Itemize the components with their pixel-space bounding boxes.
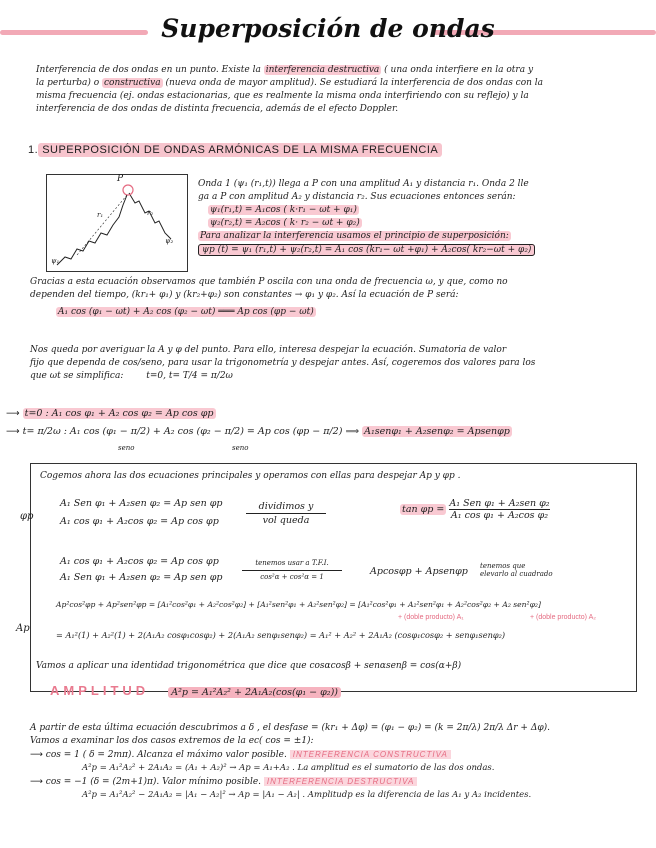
double-product-note-2: + (doble producto) A₂	[530, 614, 596, 621]
sum-squares: Apcosφp + Apsenφp	[370, 566, 468, 577]
point-p-label: P	[117, 174, 124, 184]
end-line-1: A partir de esta última ecuación descubrimos a δ , el desfase = (kr₁ + Δφ) = (φ₁ − φ₂) = (k = 2π/λ) 2π/λ Δr + Δφ).	[30, 723, 550, 733]
ap-side-label: Ap	[16, 623, 30, 634]
case-destructive: cos = −1 (δ = (2m+1)π). Valor mínimo posible.	[45, 777, 262, 787]
intro-line-4: interferencia de dos ondas de distinta frecuencia, además de el efecto Doppler.	[36, 104, 399, 114]
title-decoration-left	[0, 30, 148, 35]
tan-phi-result	[400, 498, 550, 521]
point-p-equation: A₁ cos (φ₁ − ωt) + A₂ cos (φ₂ − ωt) ═══ Ap cos (φp − ωt)	[58, 307, 314, 317]
end-line-2: Vamos a examinar los dos casos extremos de la ec( cos = ±1):	[30, 736, 314, 746]
superposition-line: Para analizar la interferencia usamos el principio de superposición:	[200, 231, 509, 241]
intro-line-1: Interferencia de dos ondas en un punto. Existe la	[36, 65, 261, 75]
box-intro: Cogemos ahora las dos ecuaciones principales y operamos con ellas para despejar Ap y φp .	[40, 471, 461, 481]
p3-line-2: fijo que dependa de cos/seno, para usar la trigonometría y despejar antes. Así, cogeremos dos valores para los	[30, 358, 536, 368]
end-section: A partir de esta última ecuación descubrimos a δ , el desfase = (kr₁ + Δφ) = (φ₁ − φ₂) = (k = 2π/λ) 2π/λ Δr + Δφ). Vamos a examinar los dos casos extremos de la ec( cos = ±1): ⟶ cos = 1 ( δ = 2mπ). Alcanza el máximo valor posible. INTERFERENCIA CONSTRUCTIVA A²p = A₁²A₂² + 2A₁A₂ = (A₁ + A₂)² → Ap = A₁+A₂ . La amplitud es el sumatorio de las dos ondas. ⟶ cos = −1 (δ = (2m+1)π). Valor mínimo posible. INTERFERENCIA DESTRUCTIVA A²p = A₁²A₂² − 2A₁A₂ = |A₁ − A₂|² → Ap = |A₁ − A₂| . Amplitudp es la diferencia de las A₁ y A₂ incidentes.	[30, 722, 650, 802]
identity-note-2: cos²α + cos²α = 1	[242, 570, 342, 584]
psi2-label: ψ₂	[165, 237, 174, 245]
intro-line-1b: ( una onda interfiere en la otra y	[384, 65, 534, 75]
wave-2-equation: ψ₂(r₂,t) = A₂cos ( k· r₂ − ωt + φ₂)	[210, 218, 360, 228]
eq-sin-phi: A₁ Sen φ₁ + A₂sen φ₂ = Ap sen φp	[60, 498, 223, 509]
square-note-2: elevarlo al cuadrado	[480, 570, 553, 578]
tan-phi-numerator: A₁ Sen φ₁ + A₂sen φ₂	[449, 498, 550, 509]
intro-line-2b: (nueva onda de mayor amplitud). Se estudiará la interferencia de dos ondas con la	[165, 78, 544, 88]
psi1-label: ψ₁	[51, 257, 60, 265]
divide-note-1: dividimos y	[258, 501, 314, 512]
waves-description	[198, 178, 628, 257]
time-values: t=0, t= T/4 = π/2ω	[146, 371, 233, 381]
superposition-equation: ψp (t) = ψ₁ (r₁,t) + ψ₂(r₂,t) = A₁ cos (kr₁− ωt +φ₁) + A₂cos( kr₂−ωt + φ₂)	[198, 244, 535, 256]
r1-label: r₁	[97, 211, 104, 219]
destructive-result: A²p = A₁²A₂² − 2A₁A₂ = |A₁ − A₂|² → Ap = |A₁ − A₂| . Amplitudp es la diferencia de las A₁ y A₂ incidentes.	[82, 790, 532, 800]
double-product-note-1: + (doble producto) A₁	[398, 614, 464, 621]
case-tquarter-result: A₁senφ₁ + A₂senφ₂ = Apsenφp	[364, 426, 510, 437]
eq-cos-phi: A₁ cos φ₁ + A₂cos φ₂ = Ap cos φp	[60, 516, 219, 527]
simplified-squares: = A₁²(1) + A₂²(1) + 2(A₁A₂ cosφ₁cosφ₂) + 2(A₁A₂ senφ₁senφ₂) = A₁² + A₂² + 2A₁A₂ (cosφ₁cosφ₂ + senφ₁senφ₂)	[56, 630, 506, 640]
trig-identity-line: Vamos a aplicar una identidad trigonométrica que dice que cosαcosβ + senαsenβ = cos(α+β)	[36, 661, 462, 671]
identity-note	[242, 557, 342, 584]
highlight-constructiva: constructiva	[104, 78, 161, 88]
case-tquarter-equation: t= π/2ω : A₁ cos (φ₁ − π/2) + A₂ cos (φ₂ − π/2) = Ap cos (φp − π/2)	[22, 426, 343, 437]
intro-line-2: la perturba) o	[36, 78, 100, 88]
section-heading	[28, 144, 442, 156]
tan-phi-denominator: A₁ cos φ₁ + A₂cos φ₂	[450, 510, 549, 521]
amplitude-row	[50, 680, 341, 699]
waves-line-1: Onda 1 (ψ₁ (r₁,t)) llega a P con una amplitud A₁ y distancia r₁. Onda 2 lle	[198, 179, 529, 189]
case-tquarter: ⟶ t= π/2ω : A₁ cos (φ₁ − π/2) + A₂ cos (φ₂ − π/2) = Ap cos (φp − π/2) ⟹ A₁senφ₁ + A₂senφ₂ = Apsenφp	[6, 426, 510, 437]
page-title: Superposición de ondas	[161, 14, 495, 43]
eq-cos-ap: A₁ cos φ₁ + A₂cos φ₂ = Ap cos φp	[60, 556, 219, 567]
square-note-1: tenemos que	[480, 562, 526, 570]
r2-label: r₂	[147, 209, 154, 217]
section-label: SUPERPOSICIÓN DE ONDAS ARMÓNICAS DE LA MISMA FRECUENCIA	[38, 143, 442, 157]
waves-line-2: ga a P con amplitud A₂ y distancia r₂. Sus ecuaciones entonces serán:	[198, 192, 516, 202]
phi-side-label: φp	[20, 511, 34, 522]
p3-line-1: Nos queda por averiguar la A y φ del punto. Para ello, interesa despejar la ecuación. Sumatoria de valor	[30, 345, 507, 355]
p2-line-1: Gracias a esta ecuación observamos que también P oscila con una onda de frecuencia ω, y que, como no	[30, 277, 508, 287]
constructive-result: A²p = A₁²A₂² + 2A₁A₂ = (A₁ + A₂)² → Ap = A₁+A₂ . La amplitud es el sumatorio de las dos ondas.	[82, 763, 495, 773]
seno-note-2: seno	[232, 444, 249, 452]
intro-line-3: misma frecuencia (ej. ondas estacionarias, que es realmente la misma onda interfiriendo con su reflejo) y la	[36, 91, 529, 101]
highlight-destructiva: interferencia destructiva	[265, 65, 380, 75]
seno-note-1: seno	[118, 444, 135, 452]
tan-phi-lhs: tan φp =	[402, 504, 445, 515]
intro-paragraph	[36, 64, 626, 116]
expanded-squares: Ap²cos²φp + Ap²sen²φp = [A₁²cos²φ₁ + A₂²cos²φ₂] + [A₁²sen²φ₁ + A₂²sen²φ₂] = [A₁²cos²φ₁ + A₂²sen²φ₁ + A₂²cos²φ₂ + A₂ sen²φ₂]	[56, 600, 541, 609]
constructive-tag: INTERFERENCIA CONSTRUCTIVA	[290, 750, 451, 759]
identity-note-1: tenemos usar a T.F.I.	[255, 559, 329, 567]
square-note	[480, 562, 553, 578]
case-t0: ⟶ t=0 : A₁ cos φ₁ + A₂ cos φ₂ = Ap cos φp	[6, 408, 214, 419]
section-number: 1.	[28, 144, 39, 156]
case-t0-equation: t=0 : A₁ cos φ₁ + A₂ cos φ₂ = Ap cos φp	[24, 408, 214, 419]
eq-sin-ap: A₁ Sen φ₁ + A₂sen φ₂ = Ap sen φp	[60, 572, 223, 583]
p2-line-2: dependen del tiempo, (kr₁+ φ₁) y (kr₂+φ₂) son constantes → φ₁ y φ₂. Así la ecuación de P será:	[30, 290, 459, 300]
paragraph-3	[30, 344, 630, 383]
divide-note	[246, 500, 326, 527]
wave-diagram-svg	[47, 175, 187, 271]
p3-line-3: que ωt se simplifica:	[30, 371, 124, 381]
wave-1-equation: ψ₁(r₁,t) = A₁cos ( k·r₁ − ωt + φ₁)	[210, 205, 357, 215]
wave-diagram	[46, 174, 188, 272]
divide-note-2: vol queda	[246, 513, 326, 527]
case-constructive: cos = 1 ( δ = 2mπ). Alcanza el máximo valor posible.	[45, 750, 287, 760]
destructive-tag: INTERFERENCIA DESTRUCTIVA	[264, 777, 417, 786]
amplitude-equation: A²p = A₁²A₂² + 2A₁A₂(cos(φ₁ − φ₂))	[168, 687, 341, 698]
paragraph-2	[30, 276, 630, 319]
amplitude-label: AMPLITUD	[50, 683, 150, 698]
